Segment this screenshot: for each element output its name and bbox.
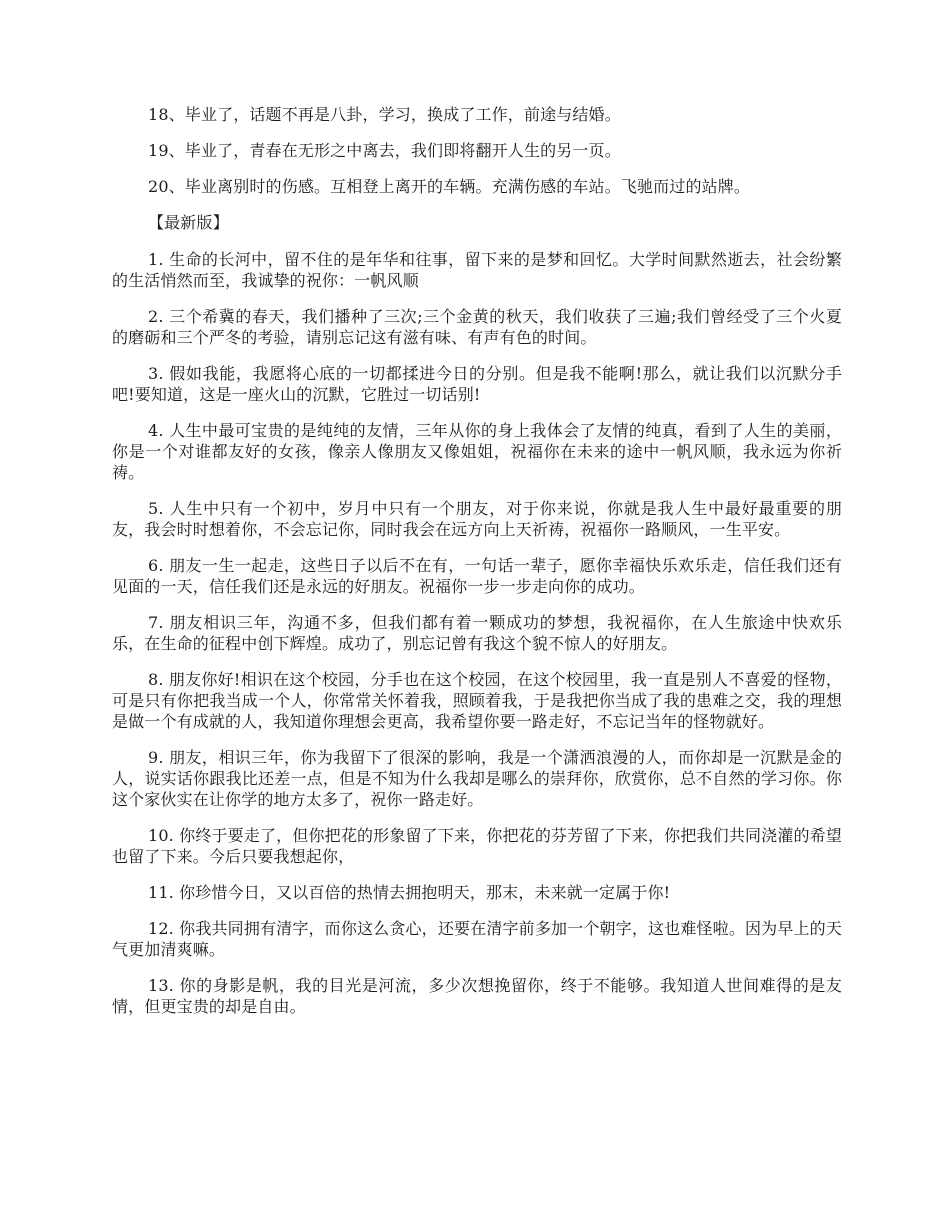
paragraph-7: 7. 朋友相识三年，沟通不多，但我们都有着一颗成功的梦想，我祝福你，在人生旅途中快欢乐乐，在生命的征程中创下辉煌。成功了，别忘记曾有我这个貌不惊人的好朋友。 [112, 613, 842, 653]
paragraph-19: 19、毕业了，青春在无形之中离去，我们即将翻开人生的另一页。 [148, 141, 621, 160]
paragraph-12: 12. 你我共同拥有清字，而你这么贪心，还要在清字前多加一个朝字，这也难怪啦。因为早上的天气更加清爽嘛。 [112, 919, 842, 959]
paragraph-10: 10. 你终于要走了，但你把花的形象留了下来，你把花的芬芳留了下来，你把我们共同浇灌的希望也留了下来。今后只要我想起你， [112, 826, 842, 866]
paragraph-11: 11. 你珍惜今日，又以百倍的热情去拥抱明天，那末，未来就一定属于你! [148, 883, 671, 902]
section-heading: 【最新版】 [148, 213, 229, 232]
document-body [112, 104, 842, 1032]
paragraph-20: 20、毕业离别时的伤感。互相登上离开的车辆。充满伤感的车站。飞驰而过的站牌。 [148, 177, 751, 196]
paragraph-18: 18、毕业了，话题不再是八卦，学习，换成了工作，前途与结婚。 [148, 105, 621, 124]
paragraph-3: 3. 假如我能，我愿将心底的一切都揉进今日的分别。但是我不能啊!那么，就让我们以沉默分手吧!要知道，这是一座火山的沉默，它胜过一切话别! [112, 364, 842, 404]
paragraph-13: 13. 你的身影是帆，我的目光是河流，多少次想挽留你，终于不能够。我知道人世间难得的是友情，但更宝贵的却是自由。 [112, 976, 842, 1016]
paragraph-4: 4. 人生中最可宝贵的是纯纯的友情，三年从你的身上我体会了友情的纯真，看到了人生的美丽，你是一个对谁都友好的女孩，像亲人像朋友又像姐姐，祝福你在未来的途中一帆风顺，我永远为你祈祷。 [112, 421, 842, 482]
paragraph-5: 5. 人生中只有一个初中，岁月中只有一个朋友，对于你来说，你就是我人生中最好最重要的朋友，我会时时想着你，不会忘记你，同时我会在远方向上天祈祷，祝福你一路顺风，一生平安。 [112, 499, 842, 539]
paragraph-2: 2. 三个希冀的春天，我们播种了三次;三个金黄的秋天，我们收获了三遍;我们曾经受了三个火夏的磨砺和三个严冬的考验，请别忘记这有滋有味、有声有色的时间。 [112, 307, 842, 347]
paragraph-1: 1. 生命的长河中，留不住的是年华和往事，留下来的是梦和回忆。大学时间默然逝去，社会纷繁的生活悄然而至，我诚挚的祝你：一帆风顺 [112, 250, 842, 290]
paragraph-8: 8. 朋友你好!相识在这个校园，分手也在这个校园，在这个校园里，我一直是别人不喜爱的怪物，可是只有你把我当成一个人，你常常关怀着我，照顾着我，于是我把你当成了我的患难之交，我的理想是做一个有成就的人，我知道你理想会更高，我希望你要一路走好，不忘记当年的怪物就好。 [112, 670, 842, 731]
paragraph-9: 9. 朋友，相识三年，你为我留下了很深的影响，我是一个潇洒浪漫的人，而你却是一沉默是金的人，说实话你跟我比还差一点，但是不知为什么我却是哪么的崇拜你，欣赏你，总不自然的学习你。你这个家伙实在让你学的地方太多了，祝你一路走好。 [112, 748, 842, 809]
paragraph-6: 6. 朋友一生一起走，这些日子以后不在有，一句话一辈子，愿你幸福快乐欢乐走，信任我们还有见面的一天，信任我们还是永远的好朋友。祝福你一步一步走向你的成功。 [112, 556, 842, 596]
